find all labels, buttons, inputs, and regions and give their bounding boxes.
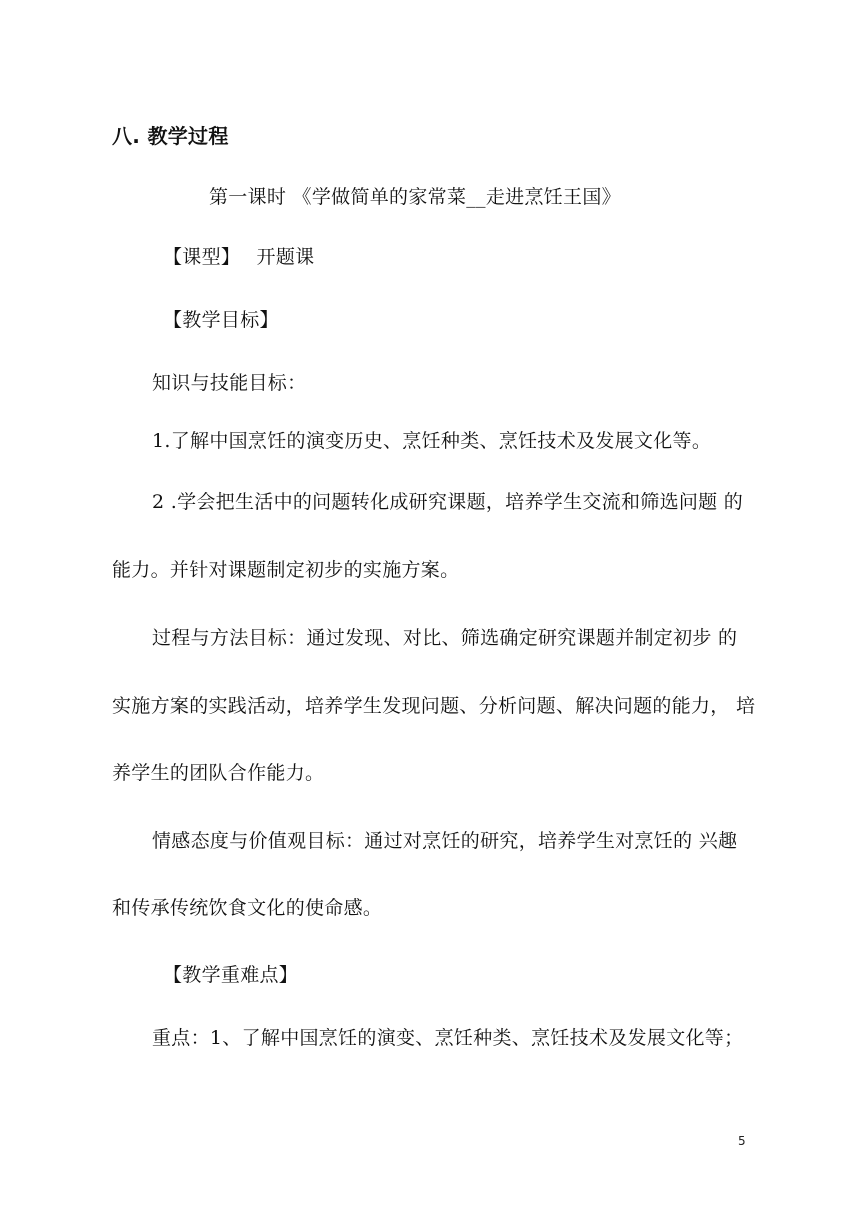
objectives-label: 【教学目标】 <box>163 309 279 331</box>
knowledge-item-2-line-2: 能力。并针对课题制定初步的实施方案。 <box>112 559 460 581</box>
knowledge-item-2-line-1: 2 .学会把生活中的问题转化成研究课题，培养学生交流和筛选问题 的 <box>152 491 744 513</box>
emotion-objective-line-1: 情感态度与价值观目标：通过对烹饪的研究，培养学生对烹饪的 兴趣 <box>152 830 738 852</box>
lesson-type <box>163 245 314 269</box>
keypoints-label: 【教学重难点】 <box>163 964 299 986</box>
page-number: 5 <box>738 1134 746 1148</box>
lesson-type-label: 【课型】 <box>163 246 241 268</box>
section-heading: 八. 教学过程 <box>112 124 229 148</box>
process-objective-line-2: 实施方案的实践活动，培养学生发现问题、分析问题、解决问题的能力， 培 <box>112 695 756 717</box>
lesson-title: 第一课时 《学做简单的家常菜__走进烹饪王国》 <box>209 186 621 208</box>
knowledge-heading: 知识与技能目标： <box>152 372 307 394</box>
emotion-objective-line-2: 和传承传统饮食文化的使命感。 <box>112 897 383 919</box>
process-objective-line-3: 养学生的团队合作能力。 <box>112 762 325 784</box>
knowledge-item-1: 1.了解中国烹饪的演变历史、烹饪种类、烹饪技术及发展文化等。 <box>152 430 712 452</box>
process-objective-line-1: 过程与方法目标：通过发现、对比、筛选确定研究课题并制定初步 的 <box>152 627 738 649</box>
keypoint-1: 重点：1、了解中国烹饪的演变、烹饪种类、烹饪技术及发展文化等； <box>152 1027 744 1049</box>
lesson-type-value: 开题课 <box>256 246 315 268</box>
